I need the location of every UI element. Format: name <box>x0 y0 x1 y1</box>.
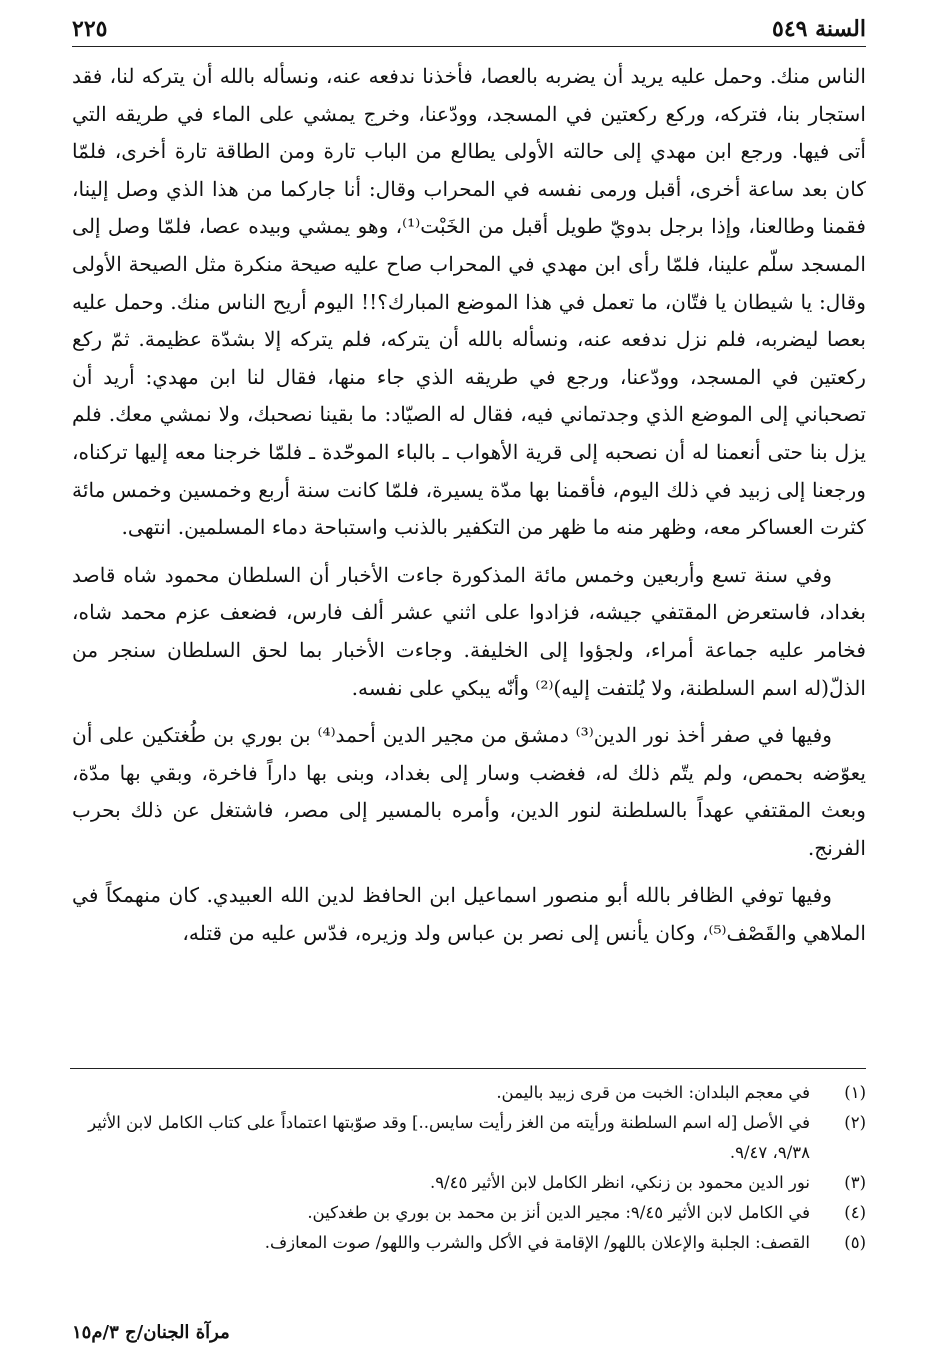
footnote-divider <box>70 1068 866 1069</box>
footnote-text: نور الدين محمود بن زنكي، انظر الكامل لابن الأثير ٩/٤٥. <box>429 1173 810 1192</box>
footnote-text: القصف: الجلبة والإعلان باللهو/ الإقامة في الأكل والشرب واللهو/ صوت المعازف. <box>264 1233 810 1252</box>
footnote-1 <box>72 1078 866 1108</box>
paragraph-3: وفيها في صفر أخذ نور الدين⁽³⁾ دمشق من مجير الدين أحمد⁽⁴⁾ بن بوري بن طُغتكين على أن يعوّضه بحمص، ولم يتّم ذلك له، فغضب وسار إلى بغداد، وبنى بها داراً فاخرة، وبقي بها مدّة، وبعث المقتفي عهداً بالسلطنة لنور الدين، وأمره بالمسير إلى مصر، فاشتغل عن ذلك بحرب الفرنج. <box>72 723 866 860</box>
footnote-number: (٣) <box>844 1173 866 1192</box>
signature-mark: مرآة الجنان/ج ٣/م١٥ <box>72 1322 230 1343</box>
main-text <box>72 58 866 963</box>
paragraph-1: الناس منك. وحمل عليه يريد أن يضربه بالعصا، فأخذنا ندفعه عنه، ونسأله بالله أن يتركه لنا، فقد استجار بنا، فتركه، وركع ركعتين في المسجد، وودّعنا، وخرج يمشي على الماء في طريقه التي أتى فيها. ورجع ابن مهدي إلى حالته الأولى يطالع من الباب تارة ومن الطاقة تارة أخرى، فلمّا كان بعد ساعة أخرى، أقبل ورمى نفسه في المحراب وقال: أنا جاركما من هذا الذي وصل إلينا، فقمنا وطالعنا، وإذا برجل بدويّ طويل أقبل من الخَبْت⁽¹⁾، وهو يمشي وبيده عصا، فلمّا وصل إلى المسجد سلّم علينا، فلمّا رأى ابن مهدي في المحراب صاح عليه صيحة منكرة مثل الصيحة الأولى وقال: يا شيطان يا فتّان، ما تعمل في هذا الموضع المبارك؟!! اليوم أريح الناس منك. وحمل عليه بعصا ليضربه، فلم نزل ندفعه عنه، ونسأله بالله أن يتركه، فلم يتركه إلا بشدّة عظيمة. ثمّ ركع ركعتين في المسجد، وودّعنا، ورجع في طريقه الذي جاء منها، فقال لنا ابن مهدي: أريد أن تصحباني إلى الموضع الذي وجدتماني فيه، فقال له الصيّاد: ما بقينا نصحبك، ولا نمشي معك. فلم يزل بنا حتى أنعمنا له أن نصحبه إلى قرية الأهواب ـ بالباء الموحّدة ـ فلمّا خرجنا معه إليها تركناه، ورجعنا إلى زبيد في ذلك اليوم، فأقمنا بها مدّة يسيرة، فلمّا كانت سنة أربع وخمسين وخمس مائة كثرت العساكر معه، وظهر منه ما ظهر من التكفير بالذنب واستباحة دماء المسلمين. انتهى. <box>72 64 867 540</box>
footnote-4 <box>72 1198 866 1228</box>
footnote-5 <box>72 1228 866 1258</box>
footnote-number: (١) <box>844 1083 866 1102</box>
footnote-number: (٢) <box>844 1113 866 1132</box>
footnote-2 <box>72 1108 866 1168</box>
footnote-text: في معجم البلدان: الخبت من قرى زبيد باليمن. <box>496 1083 810 1102</box>
footnote-3 <box>72 1168 866 1198</box>
footnotes <box>72 1078 866 1258</box>
page-number: ٢٢٥ <box>72 16 108 42</box>
footnote-number: (٥) <box>844 1233 866 1252</box>
page-header <box>72 12 866 47</box>
paragraph-2: وفي سنة تسع وأربعين وخمس مائة المذكورة جاءت الأخبار أن السلطان محمود شاه قاصد بغداد، فاستعرض المقتفي جيشه، فزادوا على اثني عشر ألف فارس، فضعف عزم محمد شاه، فخامر عليه جماعة أمراء، ولجؤوا إلى الخليفة. وجاءت الأخبار بما لحق السلطان سنجر من الذلّ(له اسم السلطنة، ولا يُلتفت إليه)⁽²⁾ وأنّه يبكي على نفسه. <box>72 562 866 700</box>
footnote-text: في الأصل [له اسم السلطنة ورأيته من الغز رأيت سايس..] وقد صوّبتها اعتماداً على كتاب الكامل لابن الأثير ٩/٣٨، ٩/٤٧. <box>88 1113 810 1162</box>
footnote-text: في الكامل لابن الأثير ٩/٤٥: مجير الدين أنز بن محمد بن بوري بن طغدكين. <box>307 1203 810 1222</box>
paragraph-4: وفيها توفي الظافر بالله أبو منصور اسماعيل ابن الحافظ لدين الله العبيدي. كان منهمكاً في الملاهي والقَصْف⁽⁵⁾، وكان يأنس إلى نصر بن عباس ولد وزيره، فدّس عليه من قتله، <box>72 883 866 946</box>
running-title: السنة ٥٤٩ <box>772 16 866 42</box>
footnote-number: (٤) <box>844 1203 866 1222</box>
